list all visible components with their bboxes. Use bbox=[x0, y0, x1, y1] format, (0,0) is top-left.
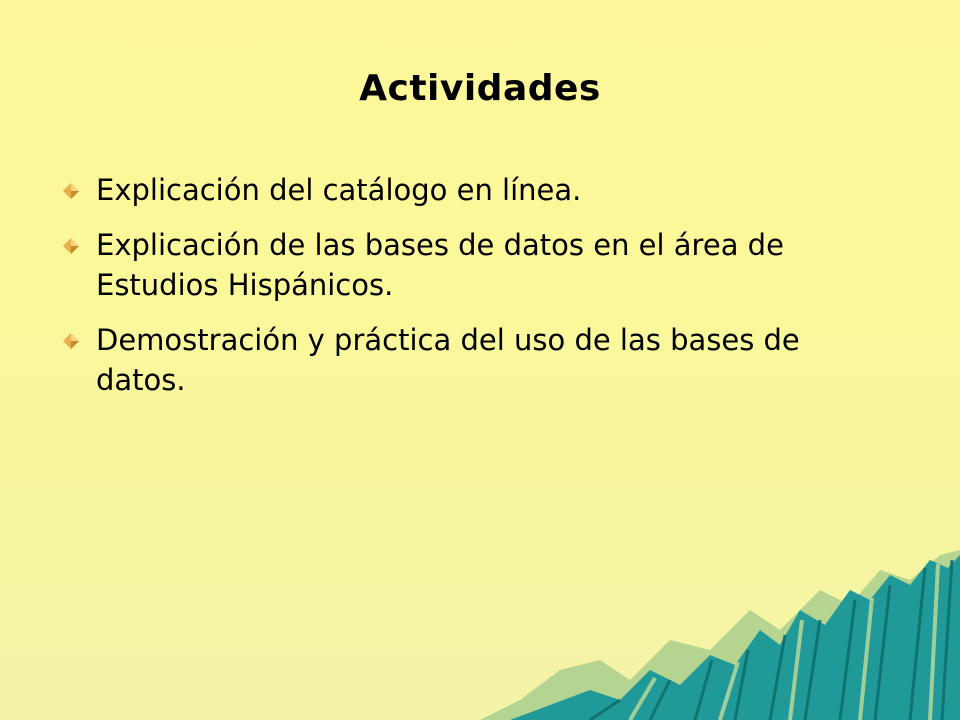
list-item bbox=[62, 320, 892, 400]
bullet-text: Explicación de las bases de datos en el área de Estudios Hispánicos. bbox=[96, 228, 784, 302]
bullet-list bbox=[62, 170, 892, 415]
list-item bbox=[62, 225, 892, 305]
bullet-text: Explicación del catálogo en línea. bbox=[96, 173, 582, 207]
diamond-bullet-icon bbox=[62, 182, 80, 200]
list-item bbox=[62, 170, 892, 210]
bullet-text: Demostración y práctica del uso de las bases de datos. bbox=[96, 323, 800, 397]
slide-title: Actividades bbox=[359, 68, 601, 109]
mountains-icon bbox=[480, 550, 960, 720]
diamond-bullet-icon bbox=[62, 332, 80, 350]
diamond-bullet-icon bbox=[62, 237, 80, 255]
